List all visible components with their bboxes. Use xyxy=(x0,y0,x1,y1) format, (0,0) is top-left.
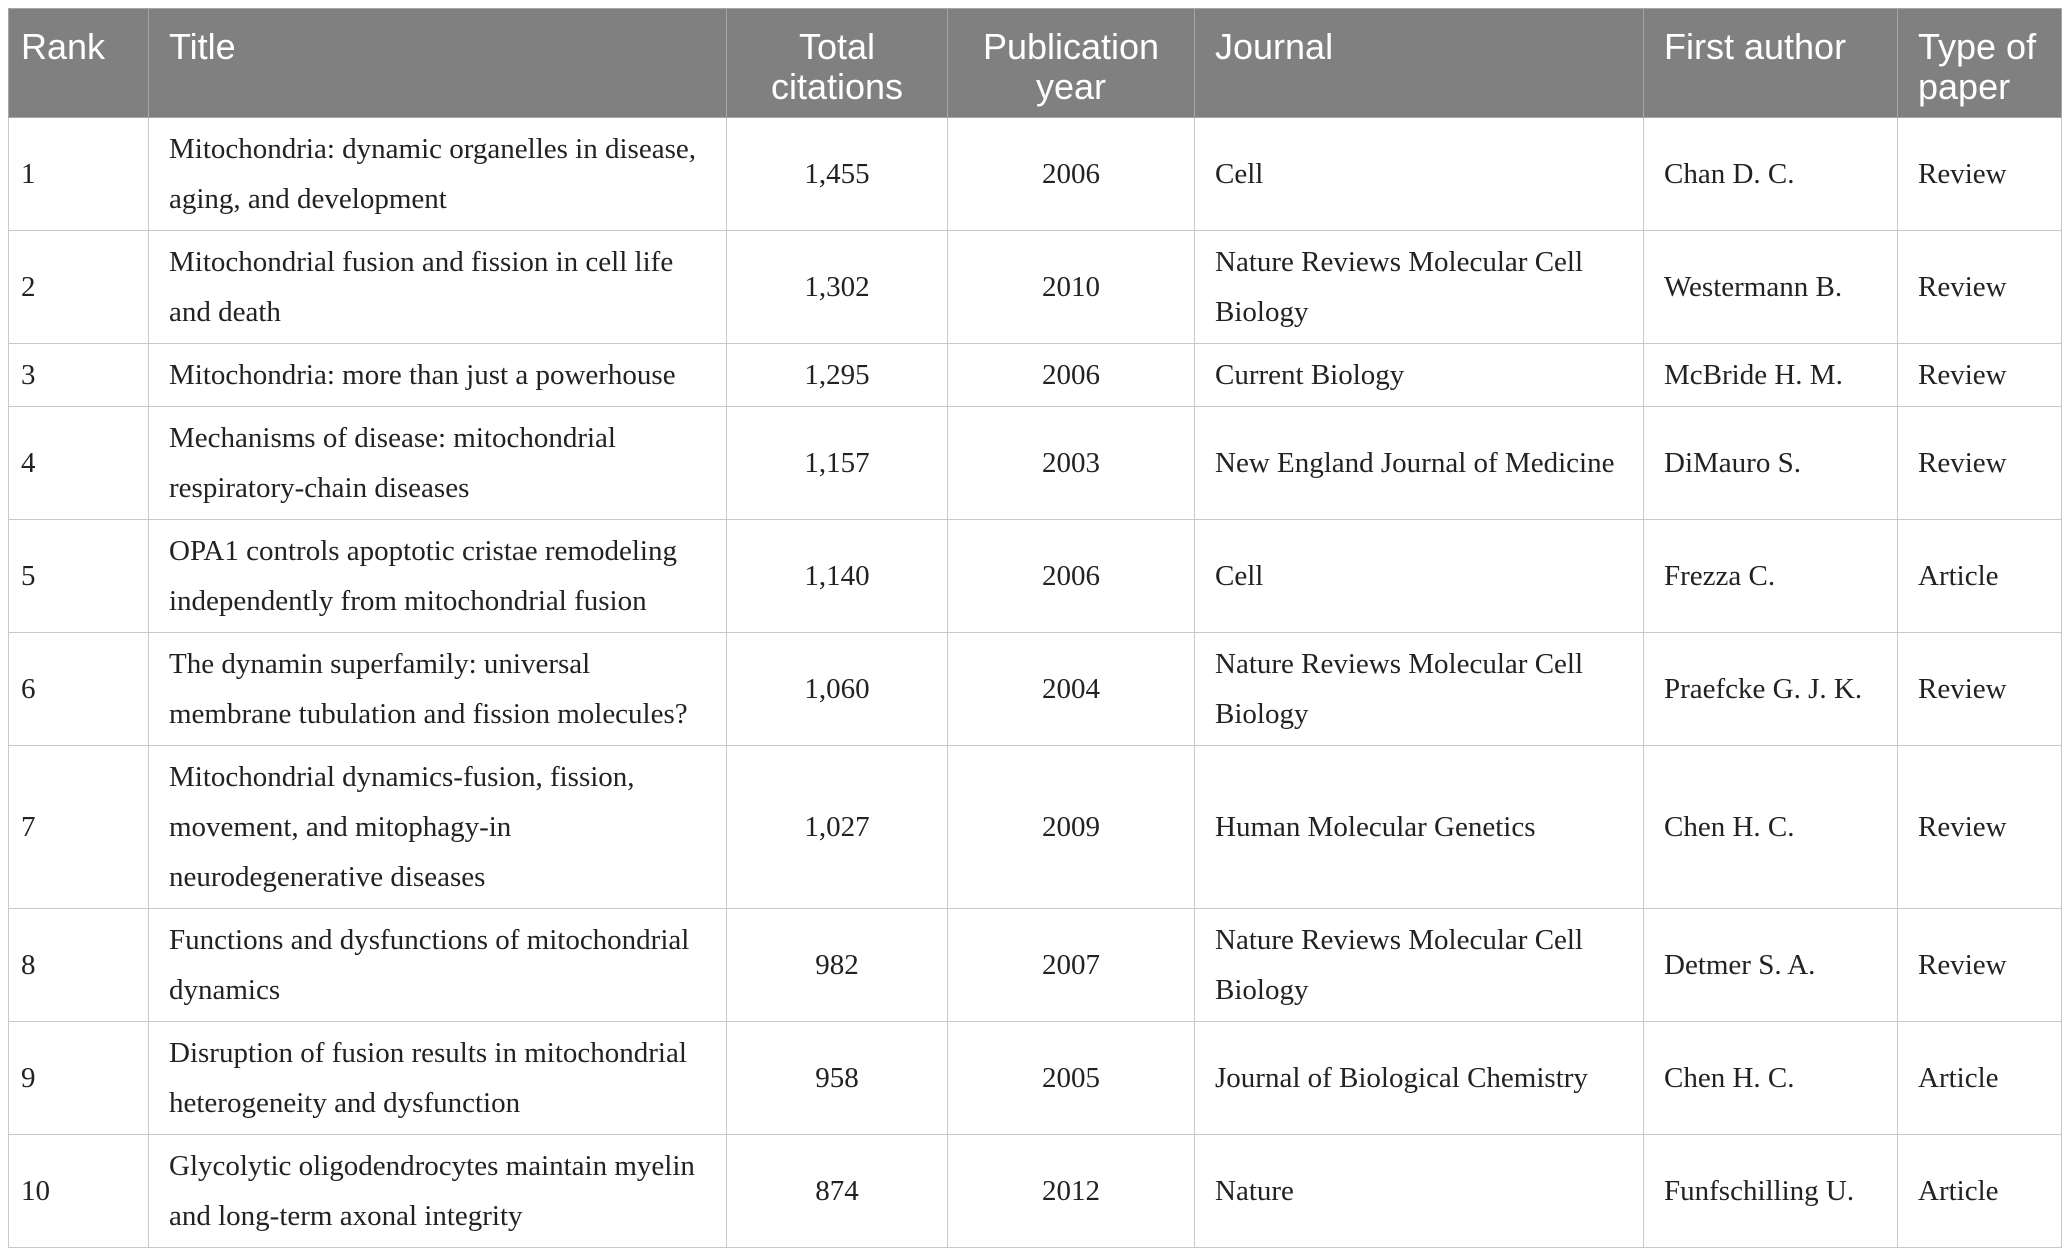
cell-year: 2009 xyxy=(948,746,1195,909)
cell-journal: Cell xyxy=(1195,520,1644,633)
cell-rank: 3 xyxy=(9,344,149,407)
cell-type: Review xyxy=(1898,344,2062,407)
cell-title: Mitochondrial dynamics-fusion, fission, movement, and mitophagy-in neurodegenerative diseases xyxy=(149,746,727,909)
table-row xyxy=(9,118,2062,231)
header-row xyxy=(9,9,2062,118)
cell-journal: Human Molecular Genetics xyxy=(1195,746,1644,909)
cell-author: Chan D. C. xyxy=(1644,118,1898,231)
cell-journal: Nature Reviews Molecular Cell Biology xyxy=(1195,633,1644,746)
column-header-title: Title xyxy=(149,9,727,118)
cell-citations: 1,027 xyxy=(727,746,948,909)
cell-journal: Journal of Biological Chemistry xyxy=(1195,1022,1644,1135)
cell-title: Mechanisms of disease: mitochondrial respiratory-chain diseases xyxy=(149,407,727,520)
cell-author: Funfschilling U. xyxy=(1644,1135,1898,1248)
cell-journal: Current Biology xyxy=(1195,344,1644,407)
cell-citations: 1,295 xyxy=(727,344,948,407)
cell-type: Review xyxy=(1898,746,2062,909)
table-row xyxy=(9,746,2062,909)
cell-rank: 2 xyxy=(9,231,149,344)
cell-type: Review xyxy=(1898,633,2062,746)
cell-rank: 5 xyxy=(9,520,149,633)
cell-rank: 10 xyxy=(9,1135,149,1248)
cell-author: Detmer S. A. xyxy=(1644,909,1898,1022)
table-row xyxy=(9,1135,2062,1248)
cell-year: 2010 xyxy=(948,231,1195,344)
cell-title: OPA1 controls apoptotic cristae remodeling independently from mitochondrial fusion xyxy=(149,520,727,633)
column-header-publication-year: Publication year xyxy=(948,9,1195,118)
table-row xyxy=(9,344,2062,407)
cell-journal: New England Journal of Medicine xyxy=(1195,407,1644,520)
cell-journal: Cell xyxy=(1195,118,1644,231)
table-row xyxy=(9,1022,2062,1135)
cell-author: McBride H. M. xyxy=(1644,344,1898,407)
cell-year: 2003 xyxy=(948,407,1195,520)
cell-citations: 958 xyxy=(727,1022,948,1135)
cell-citations: 1,302 xyxy=(727,231,948,344)
cell-citations: 1,157 xyxy=(727,407,948,520)
cell-citations: 1,455 xyxy=(727,118,948,231)
cell-rank: 6 xyxy=(9,633,149,746)
cell-year: 2012 xyxy=(948,1135,1195,1248)
cell-author: Praefcke G. J. K. xyxy=(1644,633,1898,746)
cell-type: Review xyxy=(1898,407,2062,520)
cell-citations: 1,060 xyxy=(727,633,948,746)
cell-author: Chen H. C. xyxy=(1644,1022,1898,1135)
cell-year: 2006 xyxy=(948,344,1195,407)
cell-author: Chen H. C. xyxy=(1644,746,1898,909)
cell-year: 2004 xyxy=(948,633,1195,746)
cell-title: Mitochondria: more than just a powerhouse xyxy=(149,344,727,407)
cell-title: Mitochondria: dynamic organelles in disease, aging, and development xyxy=(149,118,727,231)
cell-title: The dynamin superfamily: universal membrane tubulation and fission molecules? xyxy=(149,633,727,746)
cell-title: Glycolytic oligodendrocytes maintain myelin and long-term axonal integrity xyxy=(149,1135,727,1248)
citation-table-container xyxy=(8,8,2061,1248)
cell-journal: Nature Reviews Molecular Cell Biology xyxy=(1195,909,1644,1022)
cell-type: Article xyxy=(1898,1135,2062,1248)
cell-author: DiMauro S. xyxy=(1644,407,1898,520)
column-header-type-of-paper: Type of paper xyxy=(1898,9,2062,118)
cell-rank: 1 xyxy=(9,118,149,231)
cell-citations: 982 xyxy=(727,909,948,1022)
table-row xyxy=(9,231,2062,344)
cell-year: 2007 xyxy=(948,909,1195,1022)
cell-rank: 8 xyxy=(9,909,149,1022)
cell-type: Review xyxy=(1898,118,2062,231)
top-cited-papers-table xyxy=(8,8,2062,1248)
cell-citations: 874 xyxy=(727,1135,948,1248)
table-header xyxy=(9,9,2062,118)
table-row xyxy=(9,909,2062,1022)
cell-rank: 7 xyxy=(9,746,149,909)
cell-journal: Nature xyxy=(1195,1135,1644,1248)
cell-type: Article xyxy=(1898,520,2062,633)
cell-author: Westermann B. xyxy=(1644,231,1898,344)
table-row xyxy=(9,633,2062,746)
table-row xyxy=(9,407,2062,520)
cell-year: 2006 xyxy=(948,520,1195,633)
cell-title: Mitochondrial fusion and fission in cell life and death xyxy=(149,231,727,344)
table-body xyxy=(9,118,2062,1248)
cell-type: Review xyxy=(1898,909,2062,1022)
cell-title: Functions and dysfunctions of mitochondrial dynamics xyxy=(149,909,727,1022)
cell-type: Article xyxy=(1898,1022,2062,1135)
column-header-first-author: First author xyxy=(1644,9,1898,118)
cell-journal: Nature Reviews Molecular Cell Biology xyxy=(1195,231,1644,344)
cell-year: 2005 xyxy=(948,1022,1195,1135)
cell-type: Review xyxy=(1898,231,2062,344)
cell-rank: 4 xyxy=(9,407,149,520)
cell-year: 2006 xyxy=(948,118,1195,231)
cell-author: Frezza C. xyxy=(1644,520,1898,633)
column-header-rank: Rank xyxy=(9,9,149,118)
cell-citations: 1,140 xyxy=(727,520,948,633)
cell-title: Disruption of fusion results in mitochondrial heterogeneity and dysfunction xyxy=(149,1022,727,1135)
column-header-journal: Journal xyxy=(1195,9,1644,118)
table-row xyxy=(9,520,2062,633)
cell-rank: 9 xyxy=(9,1022,149,1135)
column-header-total-citations: Total citations xyxy=(727,9,948,118)
